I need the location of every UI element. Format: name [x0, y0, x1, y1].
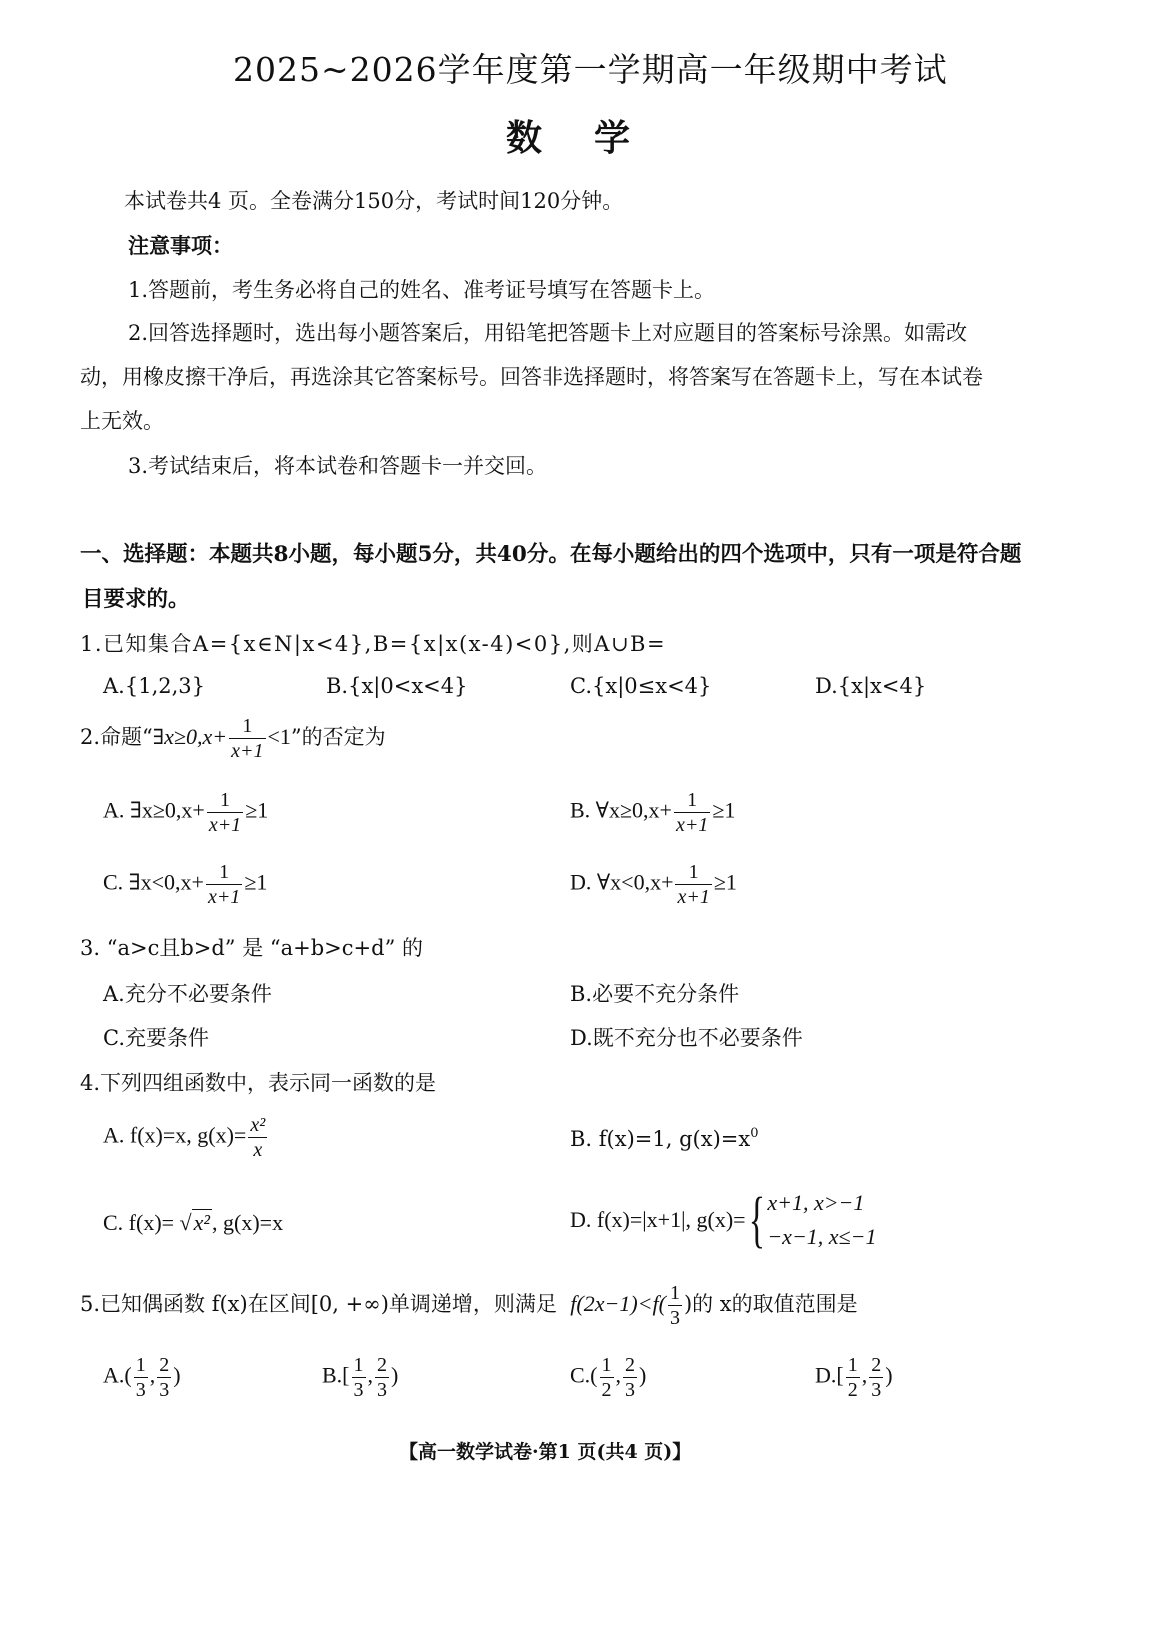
q5-c-frac-2: [623, 1355, 637, 1400]
q5-b-pre: B.[: [322, 1362, 350, 1388]
question-2-option-c: [103, 862, 267, 907]
q5-b-frac-1: [352, 1355, 366, 1400]
q4-a-pre: A. f(x)=x, g(x)=: [103, 1122, 247, 1148]
q5-a-post: ): [173, 1362, 181, 1388]
q5-d-d1: 2: [847, 1379, 858, 1401]
q2-frac-den: x+1: [231, 740, 264, 762]
question-4-option-b: [570, 1126, 758, 1151]
question-2-option-a: [103, 790, 268, 835]
q2-a-num: 1: [220, 789, 230, 811]
question-1-option-c: C.{x|0≤x<4}: [570, 674, 712, 698]
q4-d-case-1: x+1, x>−1: [767, 1190, 865, 1215]
q2-stem-cond: x≥0,x+: [164, 724, 228, 749]
notice-item-3: 3.考试结束后，将本试卷和答题卡一并交回。: [128, 454, 548, 478]
q5-d-n2: 2: [871, 1354, 882, 1376]
q5-d-n1: 1: [847, 1354, 858, 1376]
question-4-option-d: [570, 1186, 876, 1254]
q5-stem-post: )的 x的取值范围是: [683, 1292, 858, 1316]
question-1-option-a: A.{1,2,3}: [103, 674, 205, 698]
q5-c-d2: 3: [625, 1379, 635, 1401]
q2-stem-post: ”的否定为: [290, 725, 386, 749]
q5-b-n2: 2: [377, 1354, 387, 1376]
question-2-option-b: [570, 790, 735, 835]
notice-item-2-line2: 动，用橡皮擦干净后，再选涂其它答案标号。回答非选择题时，将答案写在答题卡上，写在本试卷: [80, 365, 983, 389]
q4-b-text: B. f(x)=1, g(x)=x: [570, 1127, 751, 1151]
subject-title: 数学: [506, 117, 683, 159]
q2-a-post: ≥1: [245, 797, 269, 823]
brace-icon: {: [748, 1186, 765, 1254]
question-5-option-d: D.[ $\frac{1}{2}$ , $\frac{2}{3}$ ): [815, 1354, 893, 1401]
q2-a-den: x+1: [208, 814, 242, 836]
q2-stem-pre: 2.命题“∃: [80, 725, 165, 749]
q2-d-num: 1: [688, 861, 699, 883]
exam-title: 2025~2026学年度第一学期高一年级期中考试: [233, 50, 948, 89]
q5-d-post: ): [885, 1362, 893, 1388]
question-4-option-a: [103, 1115, 269, 1160]
q2-frac-num: 1: [242, 715, 253, 737]
q4-d-piecewise: [767, 1186, 876, 1254]
q5-a-pre: A.(: [103, 1362, 132, 1388]
q5-stem-mid: f(2x−1)<f(: [570, 1291, 666, 1316]
question-5-option-a: A.( $\frac{1}{3}$ , $\frac{2}{3}$ ): [103, 1354, 181, 1401]
q5-c-n1: 1: [601, 1354, 612, 1376]
question-3-stem: 3. “a>c且b>d” 是 “a+b>c+d” 的: [80, 936, 423, 960]
notice-title: 注意事项：: [128, 233, 233, 258]
q5-a-frac-1: [134, 1355, 148, 1400]
q2-b-den: x+1: [675, 814, 709, 836]
q5-c-n2: 2: [625, 1354, 635, 1376]
q5-c-post: ): [639, 1362, 647, 1388]
q2-d-pre: D. ∀x<0,x+: [570, 869, 674, 895]
q5-a-frac-2: [157, 1355, 171, 1400]
q5-b-frac-2: [375, 1355, 389, 1400]
question-2-stem: [80, 716, 386, 761]
q4-d-case-2: −x−1, x≤−1: [767, 1224, 877, 1249]
q4-a-num: x²: [250, 1114, 266, 1136]
q5-a-n1: 1: [135, 1354, 146, 1376]
section-heading-line2: 目要求的。: [82, 587, 190, 612]
q2-b-fraction: [674, 790, 710, 835]
q4-c-pre: C. f(x)= √: [103, 1210, 192, 1235]
q2-stem-rel: <1: [267, 724, 291, 749]
q2-c-post: ≥1: [244, 869, 268, 895]
q5-stem-pre: 5.已知偶函数 f(x)在区间[0, +∞)单调递增，则满足: [80, 1292, 557, 1316]
q4-c-post: , g(x)=x: [212, 1210, 284, 1235]
question-3-option-d: D.既不充分也不必要条件: [570, 1026, 803, 1050]
q5-b-d2: 3: [377, 1379, 387, 1401]
question-5-option-b: B.[ $\frac{1}{3}$ , $\frac{2}{3}$ ): [322, 1354, 399, 1401]
q5-c-frac-1: [600, 1355, 614, 1400]
q5-a-d2: 3: [159, 1379, 170, 1401]
q5-c-d1: 2: [601, 1379, 612, 1401]
exam-summary: 本试卷共4 页。全卷满分150分，考试时间120分钟。: [124, 189, 624, 213]
q5-d-pre: D.[: [815, 1362, 844, 1388]
question-5-stem: [80, 1283, 858, 1328]
question-4-stem: 4.下列四组函数中，表示同一函数的是: [80, 1071, 437, 1095]
q4-c-radicand: x²: [193, 1210, 211, 1235]
q2-d-post: ≥1: [713, 869, 737, 895]
q2-a-pre: A. ∃x≥0,x+: [103, 797, 205, 823]
question-2-option-d: [570, 862, 737, 907]
q2-b-pre: B. ∀x≥0,x+: [570, 797, 672, 823]
q5-b-n1: 1: [353, 1354, 364, 1376]
q2-c-den: x+1: [207, 886, 241, 908]
question-3-option-a: A.充分不必要条件: [103, 982, 272, 1006]
question-3-option-c: C.充要条件: [103, 1026, 209, 1050]
q5-frac-num: 1: [669, 1282, 680, 1304]
q4-d-pre: D. f(x)=|x+1|, g(x)=: [570, 1207, 746, 1232]
q5-c-pre: C.(: [570, 1362, 598, 1388]
notice-item-1: 1.答题前，考生务必将自己的姓名、准考证号填写在答题卡上。: [128, 278, 716, 302]
q2-c-num: 1: [219, 861, 230, 883]
q5-frac-den: 3: [669, 1307, 680, 1329]
q2-d-fraction: [675, 862, 711, 907]
question-1-option-d: D.{x|x<4}: [815, 674, 927, 698]
notice-item-2-line1: 2.回答选择题时，选出每小题答案后，用铅笔把答题卡上对应题目的答案标号涂黑。如需改: [128, 321, 968, 345]
notice-item-2-line3: 上无效。: [80, 409, 164, 433]
section-heading-line1: 一、选择题：本题共8小题，每小题5分，共40分。在每小题给出的四个选项中，只有一项是符合题: [80, 542, 1022, 567]
q2-c-pre: C. ∃x<0,x+: [103, 869, 204, 895]
page-footer: 【高一数学试卷·第1 页(共4 页)】: [399, 1441, 692, 1463]
q5-stem-fraction: [668, 1283, 682, 1328]
q5-d-frac-2: [869, 1355, 883, 1400]
q2-b-post: ≥1: [712, 797, 736, 823]
q4-a-den: x: [248, 1137, 267, 1160]
q2-d-den: x+1: [677, 886, 710, 908]
q2-b-num: 1: [687, 789, 698, 811]
q5-a-d1: 3: [135, 1379, 146, 1401]
q4-a-fraction: [248, 1115, 267, 1160]
question-1-stem: 1.已知集合A={x∈N|x<4},B={x|x(x-4)<0},则A∪B=: [80, 632, 667, 656]
q4-b-exponent: 0: [750, 1126, 759, 1141]
q2-c-fraction: [206, 862, 242, 907]
q5-d-frac-1: [846, 1355, 860, 1400]
question-3-option-b: B.必要不充分条件: [570, 982, 740, 1006]
question-1-option-b: B.{x|0<x<4}: [326, 674, 468, 698]
q5-a-n2: 2: [159, 1354, 170, 1376]
q2-a-fraction: [207, 790, 243, 835]
question-4-option-c: [103, 1210, 283, 1236]
q5-d-d2: 3: [871, 1379, 882, 1401]
q5-b-post: ): [391, 1362, 399, 1388]
q5-b-d1: 3: [353, 1379, 364, 1401]
q2-stem-fraction: [229, 716, 265, 761]
question-5-option-c: C.( $\frac{1}{2}$ , $\frac{2}{3}$ ): [570, 1354, 647, 1401]
